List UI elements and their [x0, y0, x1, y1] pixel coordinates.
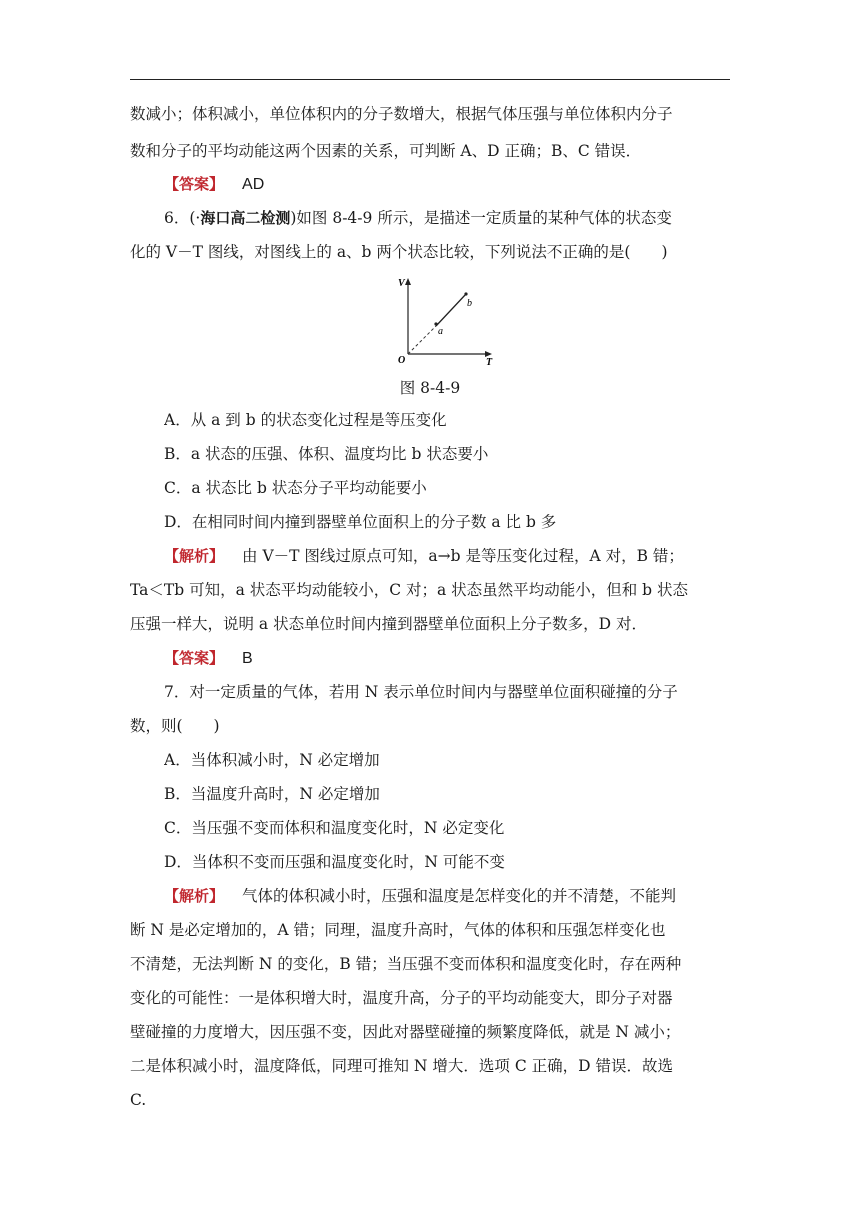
header-rule — [130, 79, 730, 80]
text-line: 壁碰撞的力度增大，因压强不变，因此对器壁碰撞的频繁度降低，就是 N 减小； — [130, 1023, 681, 1041]
v-axis-arrow — [405, 278, 411, 285]
analysis-tag: 【解析】 — [164, 887, 225, 905]
state-line — [436, 294, 466, 326]
answer-value: AD — [242, 176, 265, 193]
option-c: C．a 状态比 b 状态分子平均动能要小 — [164, 479, 427, 497]
question-7-line-1: 7．对一定质量的气体，若用 N 表示单位时间内与器壁单位面积碰撞的分子 — [164, 683, 678, 701]
option-d: D．在相同时间内撞到器壁单位面积上的分子数 a 比 b 多 — [164, 513, 557, 531]
text-line: 压强一样大，说明 a 状态单位时间内撞到器壁单位面积上分子数多，D 对． — [130, 615, 647, 633]
vt-diagram — [396, 274, 500, 370]
option-a: A．从 a 到 b 的状态变化过程是等压变化 — [164, 411, 447, 429]
option-a: A．当体积减小时，N 必定增加 — [164, 751, 380, 769]
option-c: C．当压强不变而体积和温度变化时，N 必定变化 — [164, 819, 505, 837]
question-7-line-2: 数，则( ) — [130, 717, 220, 735]
axis-t-label: T — [486, 357, 493, 368]
analysis-line: 【解析】 由 V－T 图线过原点可知，a→b 是等压变化过程，A 对，B 错； — [164, 547, 684, 565]
text-line: 断 N 是必定增加的，A 错；同理，温度升高时，气体的体积和压强怎样变化也 — [130, 921, 666, 939]
option-d: D．当体积不变而压强和温度变化时，N 可能不变 — [164, 853, 505, 871]
text-line: 变化的可能性：一是体积增大时，温度升高，分子的平均动能变大，即分子对器 — [130, 989, 673, 1007]
answer-line — [164, 648, 730, 669]
answer-line — [164, 174, 730, 195]
analysis-line: 【解析】 气体的体积减小时，压强和温度是怎样变化的并不清楚，不能判 — [164, 887, 677, 905]
point-a-label: a — [438, 326, 443, 337]
answer-tag: 【答案】 — [164, 649, 225, 667]
origin-label: O — [398, 355, 406, 366]
question-source: 海口高二检测 — [200, 209, 291, 227]
text-line: C. — [130, 1091, 147, 1109]
option-b: B．当温度升高时，N 必定增加 — [164, 785, 380, 803]
axis-v-label: V — [398, 278, 405, 289]
analysis-tag: 【解析】 — [164, 547, 225, 565]
question-6-line-1: 6．(·海口高二检测)如图 8-4-9 所示，是描述一定质量的某种气体的状态变 — [164, 209, 672, 227]
text-line: 不清楚，无法判断 N 的变化，B 错；当压强不变而体积和温度变化时，存在两种 — [130, 955, 682, 973]
figure-caption: 图 8-4-9 — [399, 379, 461, 397]
text-line: 二是体积减小时，温度降低，同理可推知 N 增大．选项 C 正确，D 错误．故选 — [130, 1057, 673, 1075]
option-b: B．a 状态的压强、体积、温度均比 b 状态要小 — [164, 445, 489, 463]
text-line: 数减小；体积减小，单位体积内的分子数增大，根据气体压强与单位体积内分子 — [130, 105, 673, 123]
answer-value: B — [242, 650, 253, 667]
point-b — [464, 292, 467, 295]
text-line: Ta＜Tb 可知，a 状态平均动能较小，C 对；a 状态虽然平均动能小，但和 b 状态 — [130, 581, 688, 599]
question-6-line-2: 化的 V－T 图线，对图线上的 a、b 两个状态比较，下列说法不正确的是( ) — [130, 243, 668, 261]
extrapolation-line — [408, 326, 436, 354]
answer-tag: 【答案】 — [164, 175, 225, 193]
point-b-label: b — [467, 298, 472, 309]
text-line: 数和分子的平均动能这两个因素的关系，可判断 A、D 正确；B、C 错误． — [130, 142, 642, 160]
